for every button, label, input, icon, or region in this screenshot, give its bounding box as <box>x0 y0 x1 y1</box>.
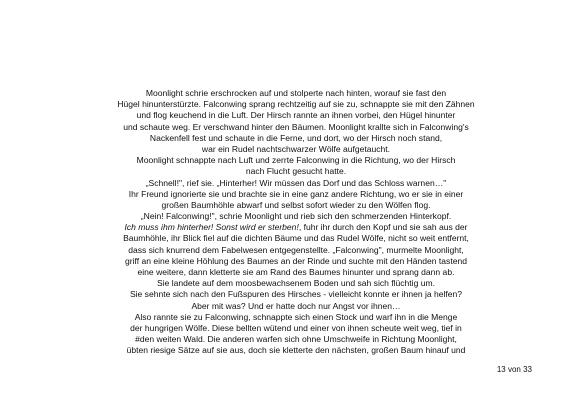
text-line: nach Flucht gesucht hatte. <box>245 166 347 177</box>
text-line: Nackenfell fest und schaute in die Ferne, und dort, wo der Hirsch noch stand, <box>149 132 443 143</box>
text-line: „Schnell!", rief sie. „Hinterher! Wir müssen das Dorf und das Schloss warnen…" <box>145 177 447 188</box>
text-line: Sie sehnte sich nach den Fußspuren des Hirsches - vielleicht konnte er ihnen ja helfen? <box>129 289 463 300</box>
text-line: übten riesige Sätze auf sie aus, doch sie kletterte den nächsten, großen Baum hinauf und <box>126 345 466 356</box>
italic-thought: Ich muss ihm hinterher! Sonst wird er sterben! <box>124 222 299 233</box>
text-line: Moonlight schnappte nach Luft und zerrte Falconwing in die Richtung, wo der Hirsch <box>136 155 456 166</box>
text-line: Aber mit was? Und er hatte doch nur Angst vor ihnen… <box>191 300 401 311</box>
text-line: und schaute weg. Er verschwand hinter den Bäumen. Moonlight krallte sich in Falconwing's <box>123 121 469 132</box>
text-line: Moonlight schrie erschrocken auf und stolperte nach hinten, worauf sie fast den <box>145 88 447 98</box>
page-number: 13 von 33 <box>496 365 532 374</box>
text-line: dass sich knurrend dem Fabelwesen entgegenstellte. „Falconwing", murmelte Moonlight, <box>128 244 464 255</box>
text-line: der hungrigen Wölfe. Diese bellten wütend und einer von ihnen scheute weit weg, tief in <box>130 322 462 333</box>
text-line: und flog keuchend in die Luft. Der Hirsch rannte an ihnen vorbei, den Hügel hinunter <box>136 110 456 121</box>
text-line: Ihr Freund ignorierte sie und brachte sie in eine ganz andere Richtung, wo er sie in einer <box>128 188 464 199</box>
text-line: Also rannte sie zu Falconwing, schnappte sich einen Stock und warf ihn in die Menge <box>134 311 458 322</box>
story-text <box>70 88 522 357</box>
text-line: eine weitere, dann kletterte sie am Rand des Baumes hinunter und sprang dann ab. <box>137 267 455 277</box>
text-line: großen Baumhöhle abwarf und selbst sofort wieder zu den Wölfen flog. <box>161 199 431 210</box>
text-line: war ein Rudel nachtschwarzer Wölfe aufgetaucht. <box>201 143 391 154</box>
text-line: Sie landete auf dem moosbewachsenem Boden und sah sich flüchtig um. <box>157 278 435 289</box>
text-line: „Nein! Falconwing!", schrie Moonlight und rieb sich den schmerzenden Hinterkopf. <box>140 211 452 222</box>
text-line: #den weiten Wald. Die anderen warfen sich ohne Umschweife in Richtung Moonlight, <box>135 334 457 345</box>
text-line <box>70 222 522 233</box>
text-line: Hügel hinunterstürzte. Falconwing sprang rechtzeitig auf sie zu, schnappte sie mit den Zähnen <box>117 99 475 110</box>
text-line: Baumhöhle, ihr Blick fiel auf die dichten Bäume und das Rudel Wölfe, nicht so weit entfernt, <box>123 233 469 244</box>
text-line: griff an eine kleine Höhlung des Baumes an der Rinde und suchte mit den Händen tastend <box>125 255 467 266</box>
line-rest: , fuhr ihr durch den Kopf und sie sah aus der <box>298 222 468 233</box>
